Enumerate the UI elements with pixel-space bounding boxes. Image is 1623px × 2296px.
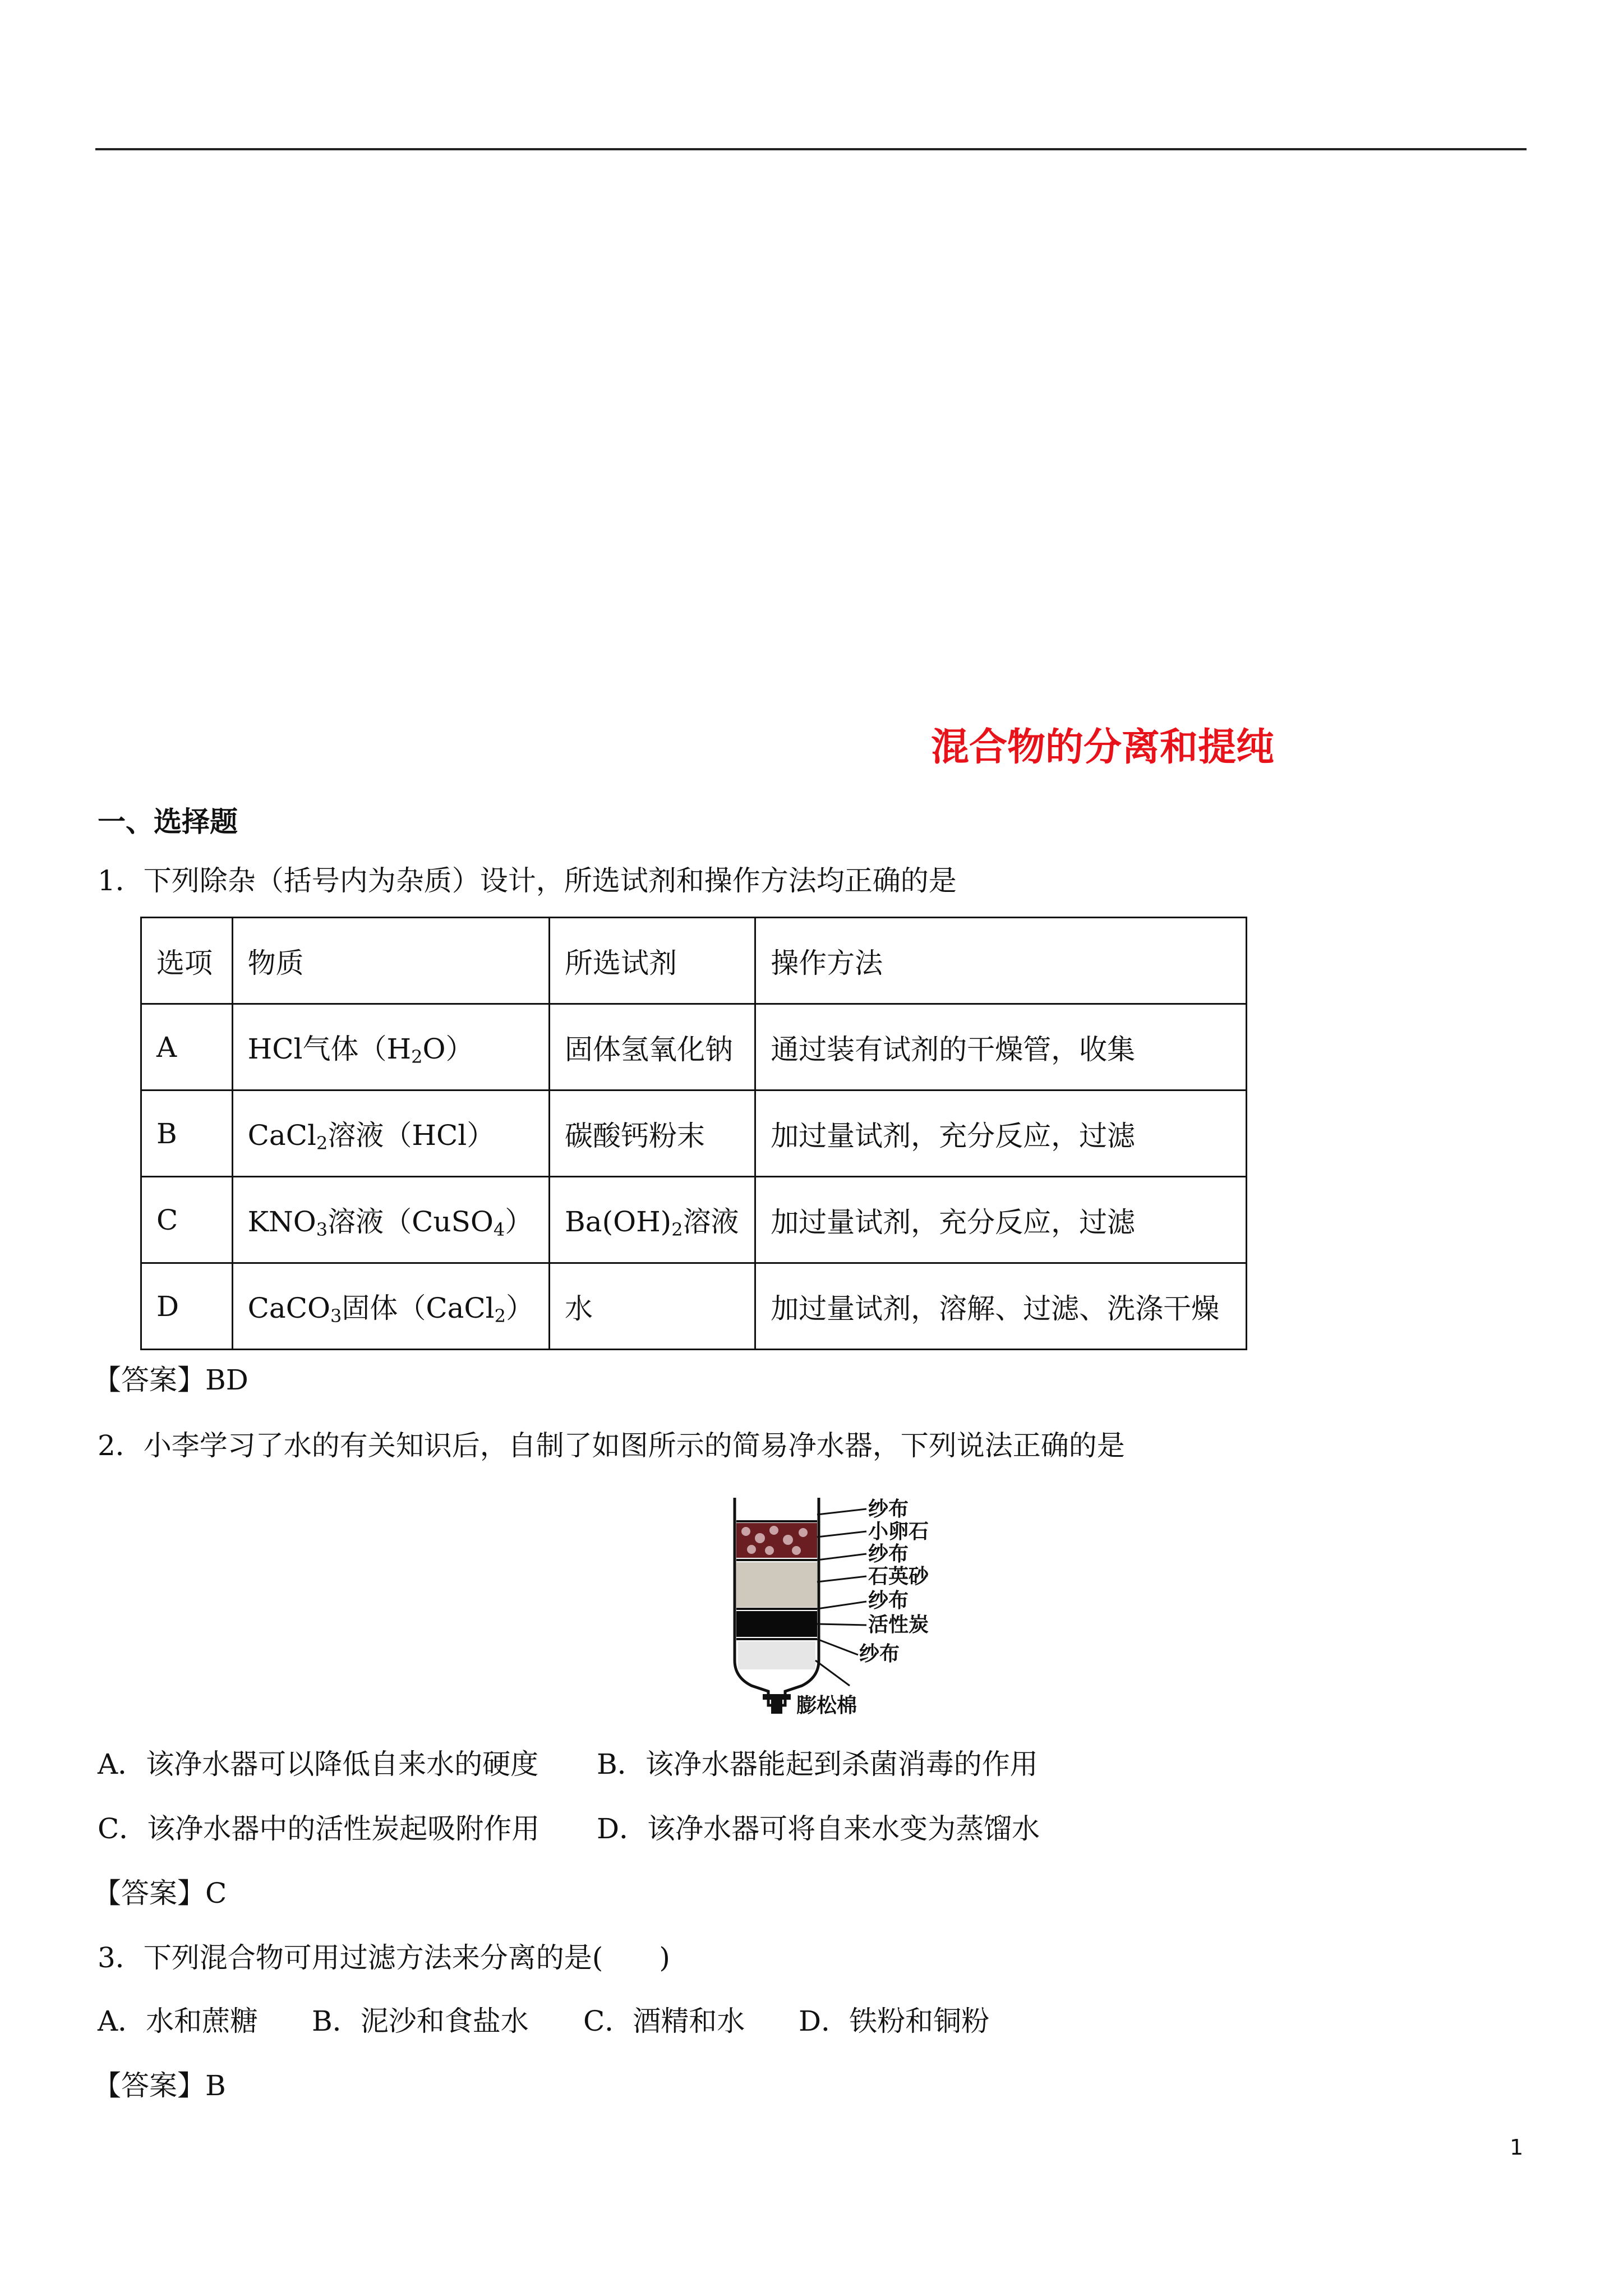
table-row [141, 1263, 1247, 1350]
reagent-cell: 碳酸钙粉末 [550, 1091, 755, 1177]
substance-cell: CaCO$_3$固体（CaCl$_2$） [232, 1263, 549, 1350]
substance-cell: CaCl$_2$溶液（HCl） [232, 1091, 549, 1177]
question-1-stem: 1．下列除杂（括号内为杂质）设计，所选试剂和操作方法均正确的是 [98, 864, 957, 897]
reagent-cell: 水 [550, 1263, 755, 1350]
question-2-option-a: A．该净水器可以降低自来水的硬度 [98, 1748, 539, 1780]
table-row [141, 1091, 1247, 1177]
document-title: 混合物的分离和提纯 [931, 725, 1275, 770]
method-cell: 加过量试剂，溶解、过滤、洗涤干燥 [755, 1263, 1247, 1350]
method-cell: 加过量试剂，充分反应，过滤 [755, 1177, 1247, 1263]
table-header-cell: 操作方法 [755, 918, 1247, 1004]
option-cell: B [141, 1091, 233, 1177]
figure-label: 纱布 [868, 1543, 909, 1566]
question-2-option-d: D．该净水器可将自来水变为蒸馏水 [597, 1812, 1040, 1845]
table-header-row [141, 918, 1247, 1004]
question-3-option-c: C．酒精和水 [583, 2005, 745, 2037]
table-header-cell: 物质 [232, 918, 549, 1004]
question-1-table [140, 917, 1247, 1350]
question-2-option-c: C．该净水器中的活性炭起吸附作用 [98, 1812, 540, 1845]
answer-2: 【答案】C [93, 1877, 227, 1910]
page-number: 1 [1510, 2135, 1524, 2160]
reagent-cell: 固体氢氧化钠 [550, 1004, 755, 1091]
section-heading: 一、选择题 [98, 806, 238, 838]
figure-label: 小卵石 [868, 1520, 929, 1543]
method-cell: 加过量试剂，充分反应，过滤 [755, 1091, 1247, 1177]
table-row [141, 1004, 1247, 1091]
figure-label: 活性炭 [868, 1613, 929, 1636]
figure-label: 石英砂 [868, 1565, 929, 1588]
question-3-option-b: B．泥沙和食盐水 [312, 2005, 529, 2037]
figure-label: 纱布 [868, 1589, 909, 1612]
figure-label: 纱布 [868, 1498, 909, 1521]
question-3-option-d: D．铁粉和铜粉 [799, 2005, 990, 2037]
answer-1: 【答案】BD [93, 1364, 248, 1396]
substance-cell: HCl气体$(H_2O)$ [232, 1004, 549, 1091]
table-row [141, 1177, 1247, 1263]
method-cell: 通过装有试剂的干燥管，收集 [755, 1004, 1247, 1091]
question-3-option-a: A．水和蔗糖 [98, 2005, 259, 2037]
reagent-cell: $Ba(OH)_2$溶液 [550, 1177, 755, 1263]
table-header-cell: 所选试剂 [550, 918, 755, 1004]
answer-3: 【答案】B [93, 2069, 226, 2102]
question-2-stem: 2．小李学习了水的有关知识后，自制了如图所示的简易净水器，下列说法正确的是 [98, 1429, 1125, 1462]
substance-cell: $KNO_3$溶液（CuSO$_4$） [232, 1177, 549, 1263]
question-2-option-b: B．该净水器能起到杀菌消毒的作用 [597, 1748, 1038, 1780]
figure-label: 膨松棉 [796, 1694, 857, 1717]
table-header-cell: 选项 [141, 918, 233, 1004]
water-purifier-figure [718, 1492, 953, 1717]
figure-label: 纱布 [859, 1642, 900, 1665]
question-3-stem: 3．下列混合物可用过滤方法来分离的是( ) [98, 1941, 670, 1974]
option-cell: A [141, 1004, 233, 1091]
header-rule [95, 148, 1527, 150]
option-cell: C [141, 1177, 233, 1263]
option-cell: D [141, 1263, 233, 1350]
